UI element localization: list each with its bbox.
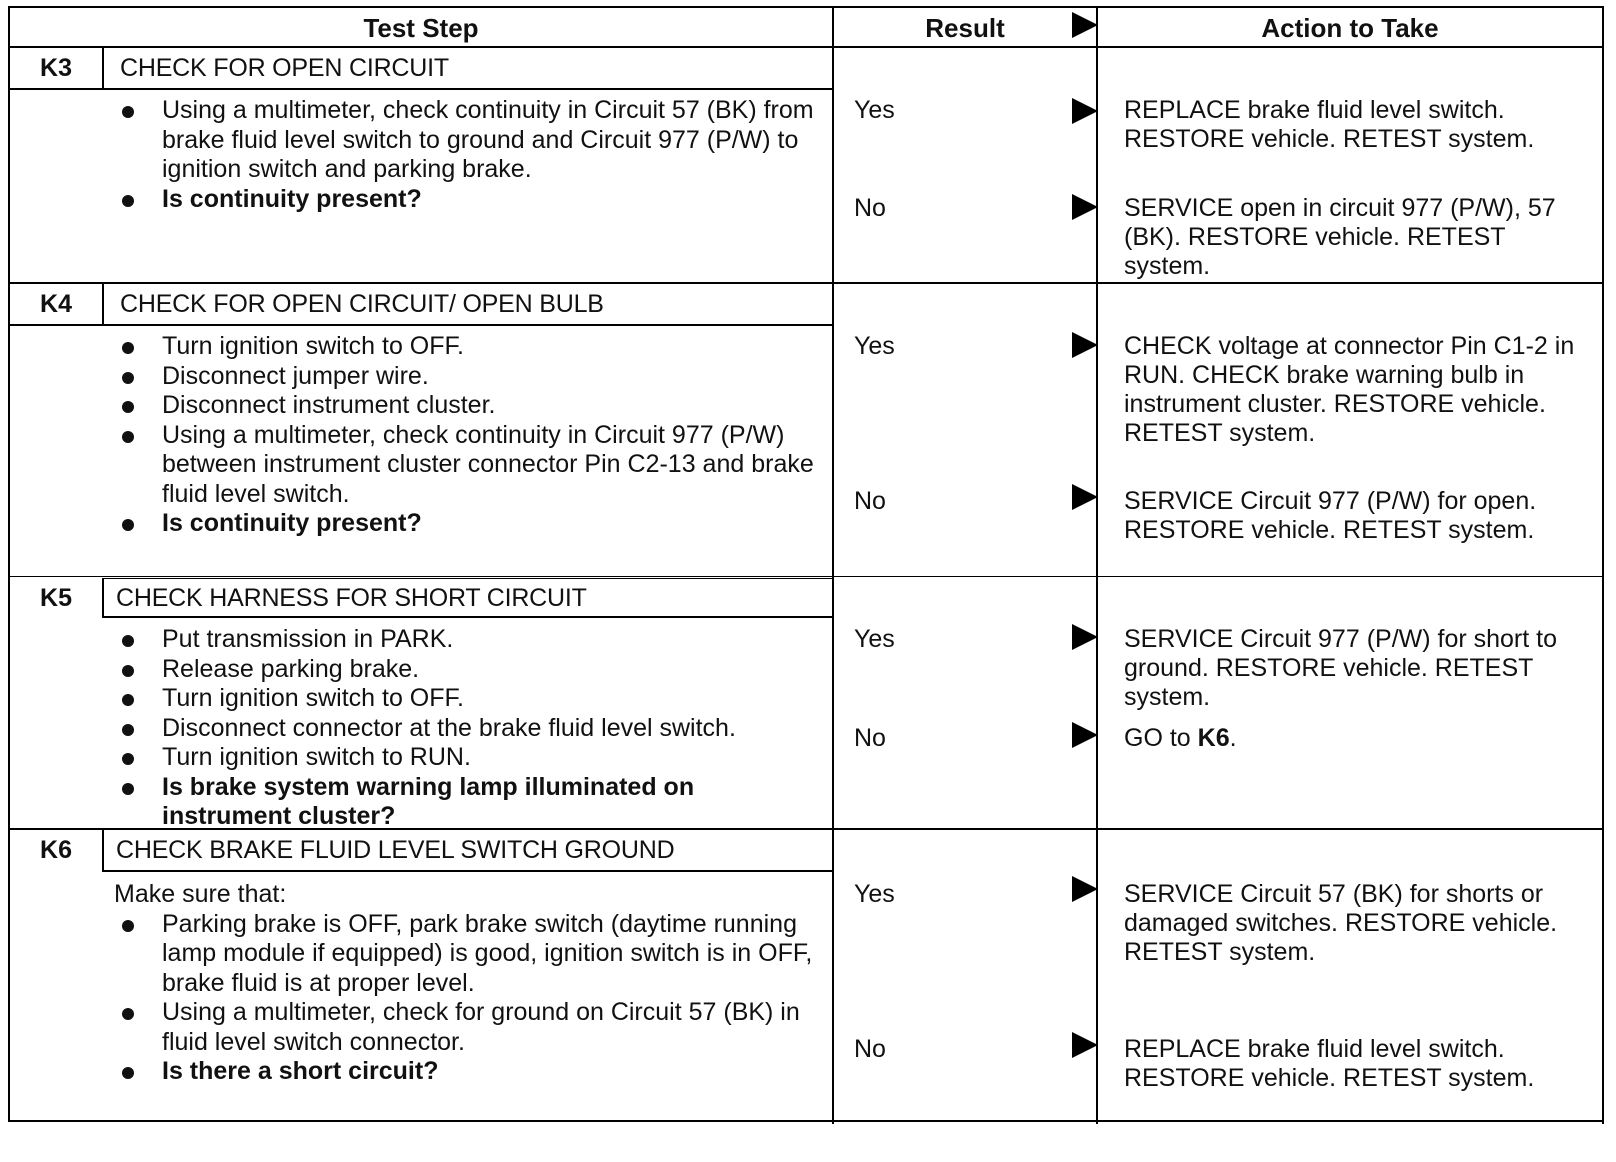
result-no: No	[854, 724, 886, 752]
row-divider	[8, 576, 1604, 577]
step-code: K3	[40, 54, 72, 82]
result-yes: Yes	[854, 96, 895, 124]
step-title-divider	[102, 870, 834, 872]
step-title-divider	[8, 88, 834, 90]
instruction-item: Disconnect jumper wire.	[114, 362, 814, 392]
instruction-item: Disconnect connector at the brake fluid level switch.	[114, 714, 830, 744]
step-instructions	[114, 332, 814, 539]
border-right	[1602, 6, 1604, 1124]
step-code: K6	[40, 836, 72, 864]
action-yes: SERVICE Circuit 977 (P/W) for short to ground. RESTORE vehicle. RETEST system.	[1124, 625, 1557, 711]
border-top	[8, 6, 1604, 8]
instruction-item: Put transmission in PARK.	[114, 625, 830, 655]
instruction-item: Using a multimeter, check continuity in Circuit 57 (BK) from brake fluid level switch to ground and Circuit 977 (P/W) to ignition switch and parking brake.	[114, 96, 814, 185]
divider-result	[832, 6, 834, 1124]
action-prefix: GO to	[1124, 724, 1198, 752]
result-yes: Yes	[854, 880, 895, 908]
diagnostic-table	[8, 6, 1604, 1156]
step-instructions	[114, 96, 814, 214]
action-no	[1124, 724, 1594, 753]
instruction-item: Release parking brake.	[114, 655, 830, 685]
instruction-item: Using a multimeter, check continuity in Circuit 977 (P/W) between instrument cluster connector Pin C2-13 and brake fluid level switch.	[114, 421, 814, 510]
action-yes: SERVICE Circuit 57 (BK) for shorts or damaged switches. RESTORE vehicle. RETEST system.	[1124, 880, 1558, 966]
border-left	[8, 6, 10, 1122]
action-suffix: .	[1229, 724, 1237, 752]
result-yes: Yes	[854, 625, 895, 653]
header-test-step: Test Step	[363, 13, 479, 43]
action-no: REPLACE brake fluid level switch. RESTORE vehicle. RETEST system.	[1124, 1035, 1535, 1092]
arrow-icon	[1072, 1032, 1098, 1058]
header-result: Result	[925, 13, 1005, 43]
question-item: Is continuity present?	[114, 509, 814, 539]
divider-action	[1096, 6, 1098, 1124]
result-yes: Yes	[854, 332, 895, 360]
arrow-icon	[1072, 722, 1098, 748]
instruction-item: Using a multimeter, check for ground on Circuit 57 (BK) in fluid level switch connector.	[114, 998, 830, 1057]
step-instructions	[114, 625, 830, 832]
result-no: No	[854, 1035, 886, 1063]
instruction-item: Disconnect instrument cluster.	[114, 391, 814, 421]
instruction-item: Turn ignition switch to OFF.	[114, 332, 814, 362]
arrow-icon	[1072, 876, 1098, 902]
arrow-icon	[1072, 12, 1098, 38]
arrow-icon	[1072, 484, 1098, 510]
step-code: K5	[40, 584, 72, 612]
step-title-divider	[8, 324, 834, 326]
action-yes: REPLACE brake fluid level switch. RESTORE vehicle. RETEST system.	[1124, 96, 1535, 153]
result-no: No	[854, 487, 886, 515]
step-intro: Make sure that:	[114, 880, 287, 908]
header-action: Action to Take	[1261, 13, 1439, 43]
instruction-item: Turn ignition switch to RUN.	[114, 743, 830, 773]
action-yes: CHECK voltage at connector Pin C1-2 in RUN. CHECK brake warning bulb in instrument cluster. RESTORE vehicle. RETEST system.	[1124, 332, 1575, 447]
question-item: Is brake system warning lamp illuminated on instrument cluster?	[114, 773, 830, 832]
question-item: Is there a short circuit?	[114, 1057, 830, 1087]
step-code: K4	[40, 290, 72, 318]
instruction-item: Parking brake is OFF, park brake switch (daytime running lamp module if equipped) is good, ignition switch is in OFF, brake fluid is at proper level.	[114, 910, 830, 999]
arrow-icon	[1072, 624, 1098, 650]
step-title: CHECK HARNESS FOR SHORT CIRCUIT	[116, 584, 587, 612]
step-link[interactable]: K6	[1197, 724, 1230, 752]
result-no: No	[854, 194, 886, 222]
step-instructions	[114, 880, 830, 1087]
instruction-item: Turn ignition switch to OFF.	[114, 684, 830, 714]
arrow-icon	[1072, 332, 1098, 358]
action-no: SERVICE Circuit 977 (P/W) for open. RESTORE vehicle. RETEST system.	[1124, 487, 1537, 544]
step-title: CHECK FOR OPEN CIRCUIT	[120, 54, 449, 82]
action-no: SERVICE open in circuit 977 (P/W), 57 (BK). RESTORE vehicle. RETEST system.	[1124, 194, 1556, 280]
arrow-icon	[1072, 194, 1098, 220]
arrow-icon	[1072, 98, 1098, 124]
step-title: CHECK FOR OPEN CIRCUIT/ OPEN BULB	[120, 290, 604, 318]
step-title: CHECK BRAKE FLUID LEVEL SWITCH GROUND	[116, 836, 675, 864]
question-item: Is continuity present?	[114, 185, 814, 215]
border-bottom	[8, 1120, 1604, 1122]
